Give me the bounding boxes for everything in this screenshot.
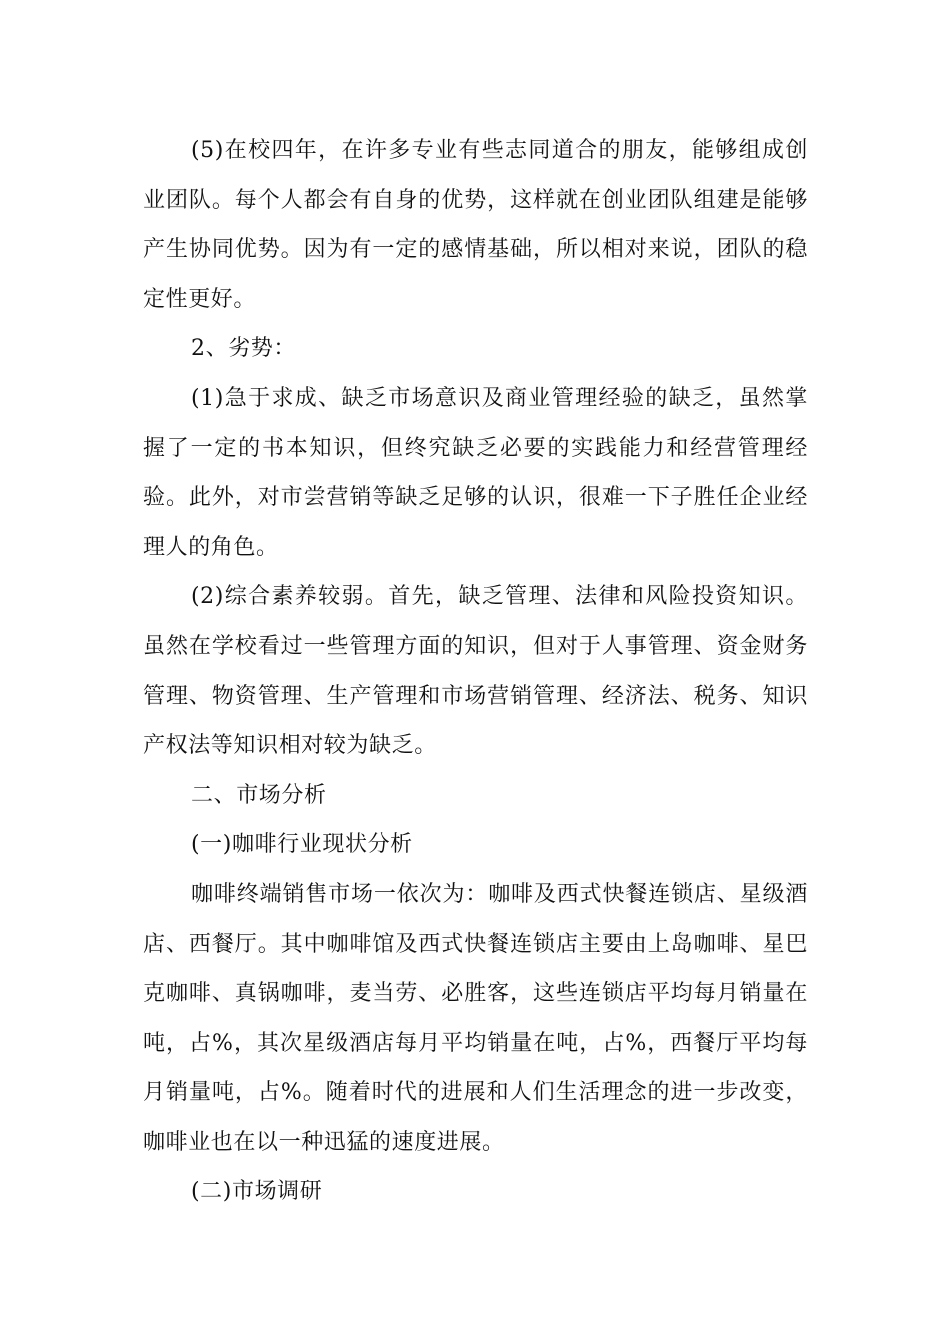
document-body <box>143 126 808 1217</box>
subheading-coffee-industry: (一)咖啡行业现状分析 <box>191 832 413 858</box>
paragraph-weak-literacy: (2)综合素养较弱。首先，缺乏管理、法律和风险投资知识。虽然在学校看过一些管理方面的知识，但对于人事管理、资金财务管理、物资管理、生产管理和市场营销管理、经济法、税务、知识产权法等知识相对较为缺乏。 <box>143 584 808 759</box>
subheading-market-research: (二)市场调研 <box>191 1179 323 1205</box>
paragraph-coffee-market: 咖啡终端销售市场一依次为：咖啡及西式快餐连锁店、星级酒店、西餐厅。其中咖啡馆及西式快餐连锁店主要由上岛咖啡、星巴克咖啡、真锅咖啡，麦当劳、必胜客，这些连锁店平均每月销量在吨，占%，其次星级酒店每月平均销量在吨，占%，西餐厅平均每月销量吨，占%。随着时代的进展和人们生活理念的进一步改变，咖啡业也在以一种迅猛的速度进展。 <box>143 881 808 1155</box>
heading-market-analysis: 二、市场分析 <box>191 782 327 808</box>
paragraph-team-advantage: (5)在校四年，在许多专业有些志同道合的朋友，能够组成创业团队。每个人都会有自身的优势，这样就在创业团队组建是能够产生协同优势。因为有一定的感情基础，所以相对来说，团队的稳定性更好。 <box>143 138 808 312</box>
heading-disadvantages: 2、劣势： <box>191 336 296 362</box>
paragraph-lack-experience: (1)急于求成、缺乏市场意识及商业管理经验的缺乏，虽然掌握了一定的书本知识，但终究缺乏必要的实践能力和经营管理经验。此外，对市尝营销等缺乏足够的认识，很难一下子胜任企业经理人的角色。 <box>143 385 808 560</box>
